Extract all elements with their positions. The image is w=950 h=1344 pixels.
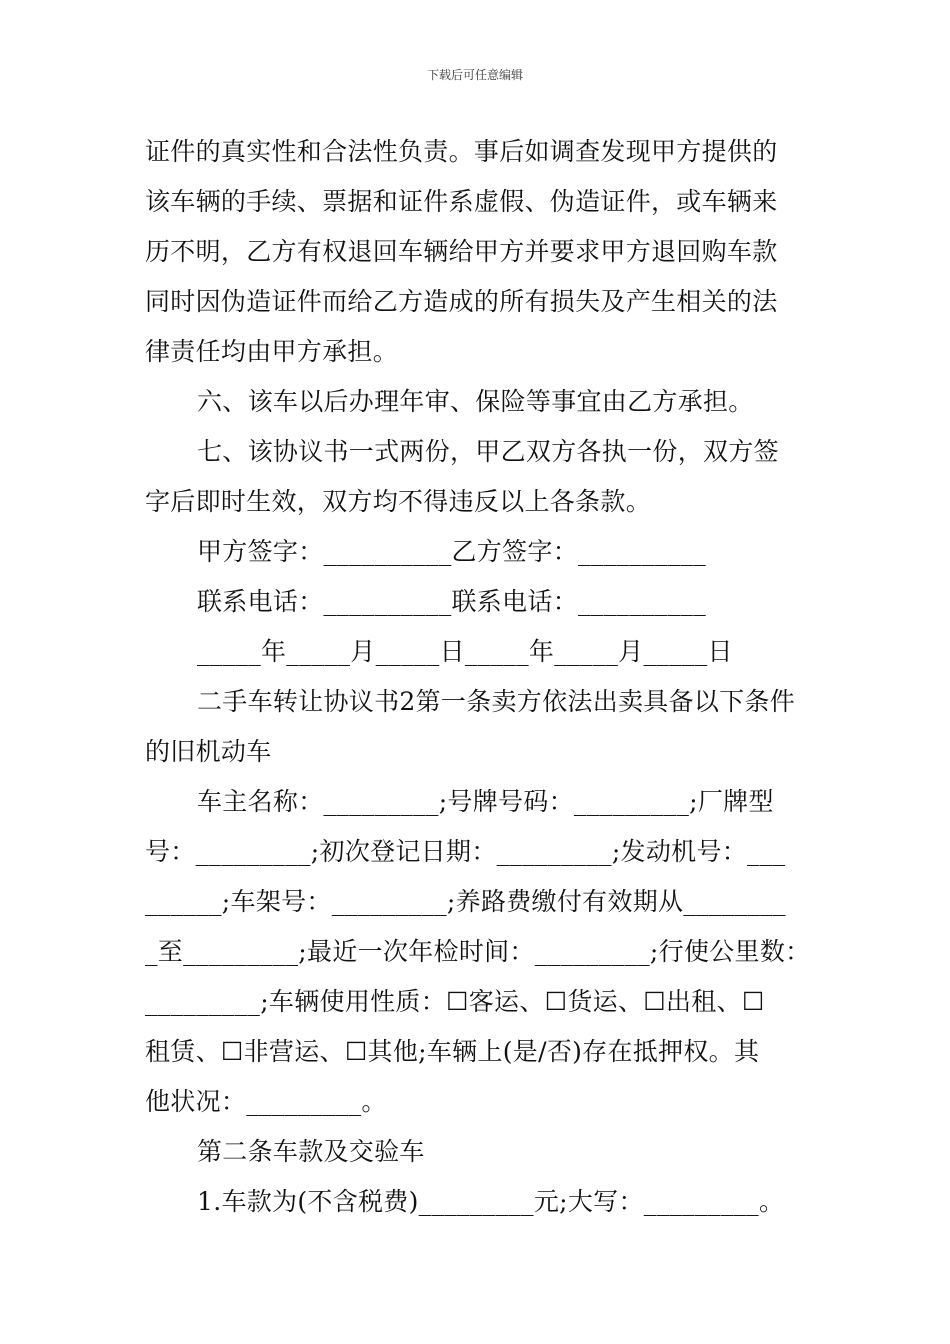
paragraph-line: 证件的真实性和合法性负责。事后如调查发现甲方提供的 [145,137,778,166]
phone-line: 联系电话：__________联系电话：__________ [197,587,707,616]
vehicle-info-line: _至_________;最近一次年检时间：_________;行使公里数： [145,937,811,966]
price-line: 1.车款为(不含税费)_________元;大写：_________。 [197,1187,785,1216]
paragraph-line: 历不明，乙方有权退回车辆给甲方并要求甲方退回购车款 [145,237,778,266]
vehicle-info-line: 车主名称：_________;号牌号码：_________;厂牌型 [197,787,774,816]
agreement-two-heading: 二手车转让协议书2第一条卖方依法出卖具备以下条件 [197,687,796,716]
clause-six: 六、该车以后办理年审、保险等事宜由乙方承担。 [197,387,754,416]
paragraph-line: 的旧机动车 [145,737,272,766]
paragraph-line: 同时因伪造证件而给乙方造成的所有损失及产生相关的法 [145,287,778,316]
page-header-note: 下载后可任意编辑 [426,68,523,82]
article-two-heading: 第二条车款及交验车 [197,1137,425,1166]
vehicle-info-line: 号：_________;初次登记日期：_________;发动机号：___ [145,837,786,866]
vehicle-info-line: 他状况：_________。 [145,1087,387,1116]
date-line: _____年_____月_____日_____年_____月_____日 [197,637,733,666]
vehicle-info-line: _________;车辆使用性质：☐客运、☐货运、☐出租、☐ [145,987,765,1016]
paragraph-line: 字后即时生效，双方均不得违反以上各条款。 [145,487,652,516]
signature-line: 甲方签字：__________乙方签字：__________ [197,537,707,566]
clause-seven: 七、该协议书一式两份，甲乙双方各执一份，双方签 [197,437,779,466]
vehicle-info-line: 租赁、☐非营运、☐其他;车辆上(是/否)存在抵押权。其 [145,1037,760,1066]
document-body [145,127,811,1227]
paragraph-line: 该车辆的手续、票据和证件系虚假、伪造证件，或车辆来 [145,187,778,216]
vehicle-info-line: ______;车架号：_________;养路费缴付有效期从________ [145,887,786,916]
paragraph-line: 律责任均由甲方承担。 [145,337,399,366]
